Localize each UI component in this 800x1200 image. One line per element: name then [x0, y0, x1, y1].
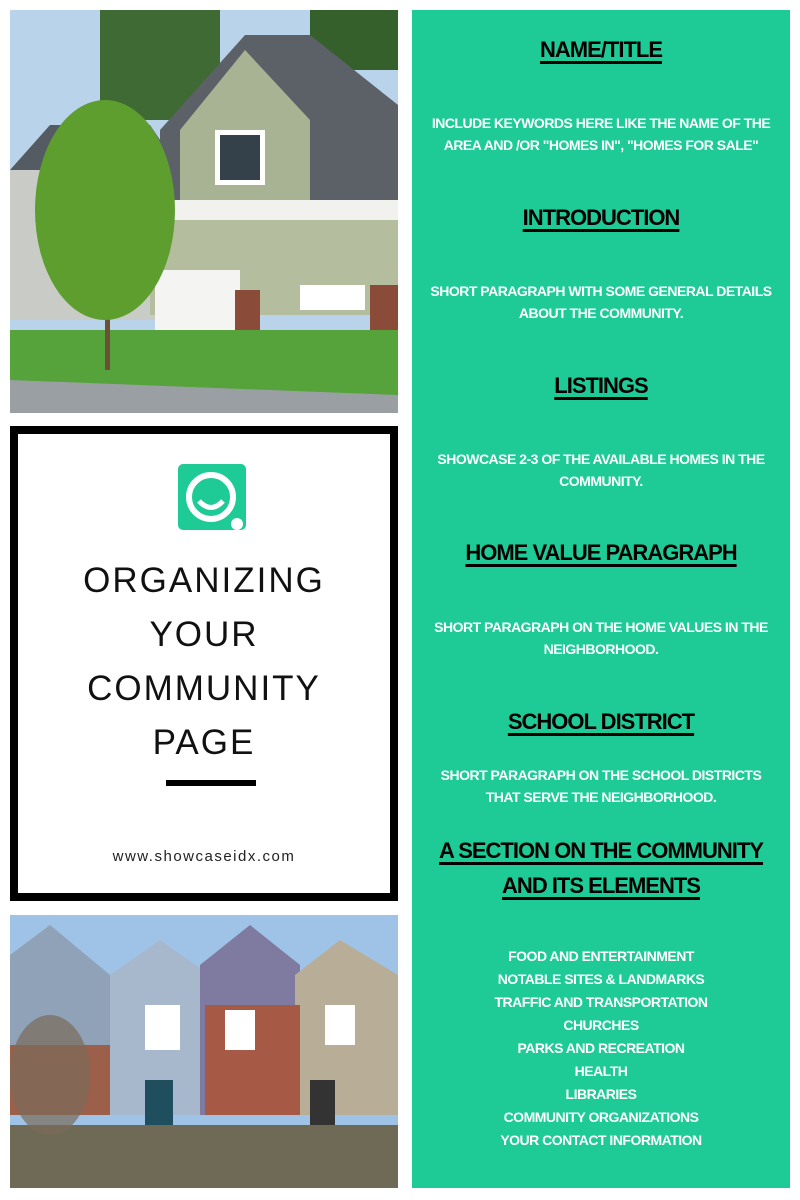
section-body: ABOUT THE COMMUNITY. — [518, 305, 684, 321]
showcase-logo-icon — [178, 464, 246, 530]
section-body: AREA AND /OR "HOMES IN", "HOMES FOR SALE" — [443, 137, 759, 153]
title-line: ORGANIZING — [83, 561, 325, 600]
title-line: COMMUNITY — [87, 669, 321, 708]
list-item: TRAFFIC AND TRANSPORTATION — [494, 994, 708, 1010]
list-item: NOTABLE SITES & LANDMARKS — [497, 971, 705, 987]
list-item: YOUR CONTACT INFORMATION — [500, 1132, 702, 1148]
list-item: LIBRARIES — [565, 1086, 637, 1102]
section-body: SHORT PARAGRAPH ON THE HOME VALUES IN THE — [434, 619, 768, 635]
section-heading: NAME/TITLE — [540, 37, 662, 62]
section-heading: LISTINGS — [554, 373, 648, 398]
title-line: PAGE — [152, 723, 256, 762]
house-photo — [10, 10, 398, 413]
list-item: FOOD AND ENTERTAINMENT — [508, 948, 694, 964]
list-item: HEALTH — [574, 1063, 628, 1079]
section-body: COMMUNITY. — [559, 473, 643, 489]
section-body: NEIGHBORHOOD. — [543, 641, 659, 657]
website-url: www.showcaseidx.com — [112, 848, 296, 865]
title-card — [10, 426, 398, 901]
section-heading: AND ITS ELEMENTS — [502, 873, 700, 898]
list-item: PARKS AND RECREATION — [517, 1040, 685, 1056]
section-body: SHORT PARAGRAPH ON THE SCHOOL DISTRICTS — [440, 767, 762, 783]
section-heading: INTRODUCTION — [522, 205, 680, 230]
section-heading: SCHOOL DISTRICT — [507, 709, 695, 734]
section-body: INCLUDE KEYWORDS HERE LIKE THE NAME OF THE — [431, 115, 771, 131]
divider — [166, 780, 256, 786]
list-item: CHURCHES — [563, 1017, 639, 1033]
section-heading: A SECTION ON THE COMMUNITY — [439, 838, 763, 863]
section-body: SHORT PARAGRAPH WITH SOME GENERAL DETAILS — [430, 283, 772, 299]
title-line: YOUR — [149, 615, 259, 654]
community-page-outline — [412, 10, 790, 1188]
list-item: COMMUNITY ORGANIZATIONS — [503, 1109, 699, 1125]
page-title — [18, 554, 390, 770]
section-body: SHOWCASE 2-3 OF THE AVAILABLE HOMES IN THE — [437, 451, 765, 467]
section-body: THAT SERVE THE NEIGHBORHOOD. — [485, 789, 717, 805]
townhouse-photo — [10, 915, 398, 1188]
section-heading: HOME VALUE PARAGRAPH — [465, 540, 737, 565]
